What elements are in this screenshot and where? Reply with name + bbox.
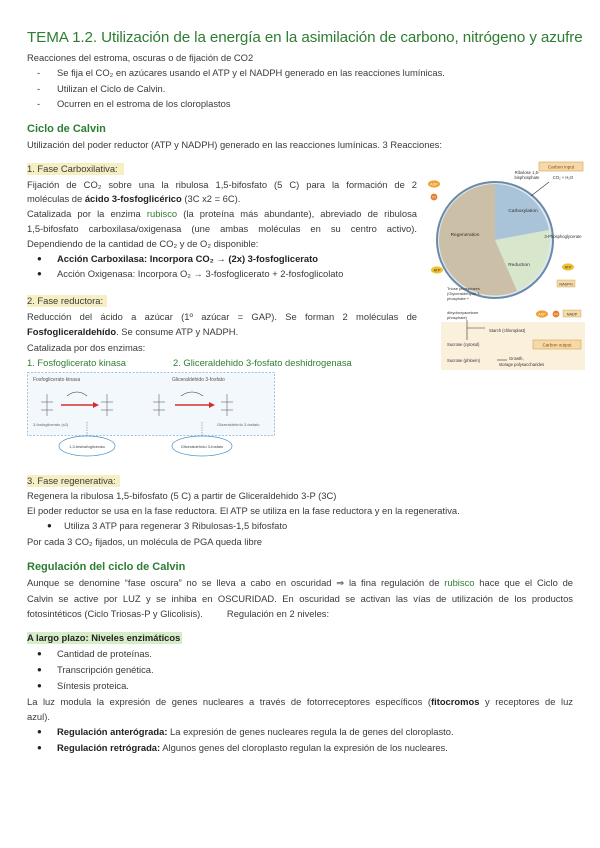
bullet-icon: ● [47, 521, 52, 530]
bullet-icon: ● [37, 254, 42, 263]
label-triose: Triose phosphates [447, 286, 480, 291]
label-3pga: 3-Phosphoglycerate [544, 234, 582, 239]
svg-text:Pi: Pi [432, 195, 436, 200]
svg-text:phosphate): phosphate) [447, 315, 468, 320]
regulation-para: La luz modula la expresión de genes nucleares a través de fotorreceptores específicos (fitocromos y receptores de luz [27, 696, 573, 707]
svg-text:ADP: ADP [430, 182, 438, 187]
page-title: TEMA 1.2. Utilización de la energía en la asimilación de carbono, nitrógeno y azufre [27, 29, 583, 46]
note-left: 3-fosfoglicerato (x2) [33, 422, 69, 427]
svg-text:1,3-bisfosfoglicerato: 1,3-bisfosfoglicerato [69, 444, 105, 449]
regulation-line: fotosintéticos (Ciclo Triosas-P y Glicolisis). Regulación en 2 niveles: [27, 608, 330, 619]
note-right: Gliceraldehído 3-fosfato [217, 422, 260, 427]
bullet-text: Acción Oxigenasa: Incorpora O₂ → 3-fosfoglicerato + 2-fosfoglicolato [57, 268, 344, 279]
phase1-line: Fijación de CO₂ sobre una la ribulosa 1,5-bifosfato (5 C) para la formación de 2 [27, 179, 417, 190]
bullet-text: Regulación anterógrada: La expresión de genes nucleares regula la de genes del cloroplasto. [57, 726, 454, 737]
label-sucrose-phl: Sucrose (phloem) [447, 358, 481, 363]
calvin-cycle-diagram [427, 160, 587, 372]
svg-text:NADP: NADP [566, 312, 578, 317]
svg-text:Pi: Pi [554, 312, 558, 317]
label-starch: Starch (chloroplast) [489, 328, 526, 333]
bullet-icon: ● [37, 269, 42, 278]
phase-heading: 2. Fase reductora: [27, 295, 107, 307]
dash-icon: - [37, 98, 41, 109]
phase2-line: Catalizada por dos enzimas: [27, 342, 146, 353]
bullet-icon: ● [37, 743, 42, 752]
intro-item: Utilizan el Ciclo de Calvin. [57, 83, 166, 94]
enzyme-2: 2. Gliceraldehido 3-fosfato deshidrogenasa [173, 357, 352, 368]
phase-heading: 1. Fase Carboxilativa: [27, 163, 124, 175]
list-item: Cantidad de proteínas. [57, 648, 152, 659]
bullet-text: Utiliza 3 ATP para regenerar 3 Ribulosas-1,5 bifosfato [64, 520, 288, 531]
label-growth: Growth, [509, 356, 524, 361]
bullet-text: Regulación retrógrada: Algunos genes del cloroplasto regulan la expresión de los nucleares. [57, 742, 448, 753]
svg-text:(Glyceraldehyde 3-: (Glyceraldehyde 3- [447, 291, 481, 296]
phase1-line: Catalizada por la enzima rubisco (la proteína más abundante), abreviado de ribulosa [27, 208, 417, 219]
phase3-line: Regenera la ribulosa 1,5-bifosfato (5 C) a partir de Gliceraldehido 3-P (3C) [27, 490, 337, 501]
section-heading: Regulación del ciclo de Calvin [27, 561, 186, 573]
intro-lead: Reacciones del estroma, oscuras o de fijación de CO2 [27, 52, 254, 63]
calvin-desc: Utilización del poder reductor (ATP y NADPH) generado en las reacciones lumínicas. 3 Reacciones: [27, 139, 442, 150]
phase3-line: Por cada 3 CO₂ fijados, un molécula de PGA queda libre [27, 536, 263, 547]
svg-text:Carbon input: Carbon input [547, 164, 575, 170]
svg-text:Carbon output: Carbon output [542, 342, 572, 348]
intro-item: Se fija el CO₂ en azúcares usando el ATP y el NADPH generado en las reacciones lumínicas. [57, 67, 445, 78]
label-carboxylation: Carboxylation [508, 209, 538, 214]
subheading: A largo plazo: Niveles enzimáticos [27, 632, 181, 643]
svg-text:phosphate +: phosphate + [447, 296, 470, 301]
bullet-icon: ● [37, 681, 42, 690]
bullet-icon: ● [37, 665, 42, 674]
svg-text:ATP: ATP [564, 265, 572, 270]
phase3-line: El poder reductor se usa en la fase reductora. El ATP se utiliza en la fase reductora y en la regenerativa. [27, 505, 460, 516]
phase1-line: 1,5-bifosfato carboxilasa/oxigenasa (une ambas moléculas en su centro activo). [27, 223, 417, 234]
enzyme-1: 1. Fosfoglicerato kinasa [27, 357, 127, 368]
list-item: Síntesis proteica. [57, 680, 129, 691]
label-reduction: Reduction [508, 263, 530, 268]
section-heading: Ciclo de Calvin [27, 123, 106, 135]
svg-text:storage polysaccharides: storage polysaccharides [499, 362, 545, 367]
regulation-line: Aunque se denomine “fase oscura” no se lleva a cabo en oscuridad ⇒ la fina regulación de rubisco hace que el Ciclo de [27, 577, 574, 588]
label-co2: CO₂ + H₂O [552, 175, 574, 180]
phase-heading: 3. Fase regenerativa: [27, 475, 120, 487]
label-regeneration: Regeneration [450, 233, 480, 238]
phase1-line: Dependiendo de la cantidad de CO₂ y de O₂ disponible: [27, 238, 259, 249]
dash-icon: - [37, 67, 41, 78]
label-sucrose-cyt: Sucrose (cytosol) [447, 342, 480, 347]
phase2-line: Reducción del ácido a azúcar (1º azúcar = GAP). Se forman 2 moléculas de [27, 311, 417, 322]
intro-item: Ocurren en el estroma de los cloroplastos [57, 98, 231, 109]
bullet-text: Acción Carboxilasa: Incorpora CO₂ → (2x) 3-fosfoglicerato [57, 253, 318, 264]
bullet-icon: ● [37, 649, 42, 658]
svg-text:Gliceraldehído 3-fosfato: Gliceraldehído 3-fosfato [180, 444, 224, 449]
svg-text:NADPH: NADPH [559, 282, 573, 287]
svg-text:ATP: ATP [433, 268, 441, 273]
svg-text:ADP: ADP [538, 312, 546, 317]
label-ribulose: Ribulose 1,5- [514, 170, 540, 175]
bullet-icon: ● [37, 727, 42, 736]
dash-icon: - [37, 83, 41, 94]
reaction-figure [27, 372, 275, 458]
phase2-line: Fosfogliceraldehído. Se consume ATP y NADPH. [27, 326, 239, 337]
phase1-line: moléculas de ácido 3-fosfoglicérico (3C x2 = 6C). [27, 193, 241, 204]
fig-label-left: Fosfoglicerato kinasa [33, 377, 81, 383]
svg-text:dihydroxyacetone: dihydroxyacetone [447, 310, 479, 315]
list-item: Transcripción genética. [57, 664, 154, 675]
regulation-para: azul). [27, 711, 50, 722]
svg-text:bisphosphate: bisphosphate [514, 175, 540, 180]
regulation-line: Calvin se active por LUZ y se inhiba en OSCURIDAD. En oscuridad se activan las vías de utilización de los productos [27, 593, 573, 604]
fig-label-right: Gliceraldehido 3-fosfato [172, 377, 225, 383]
